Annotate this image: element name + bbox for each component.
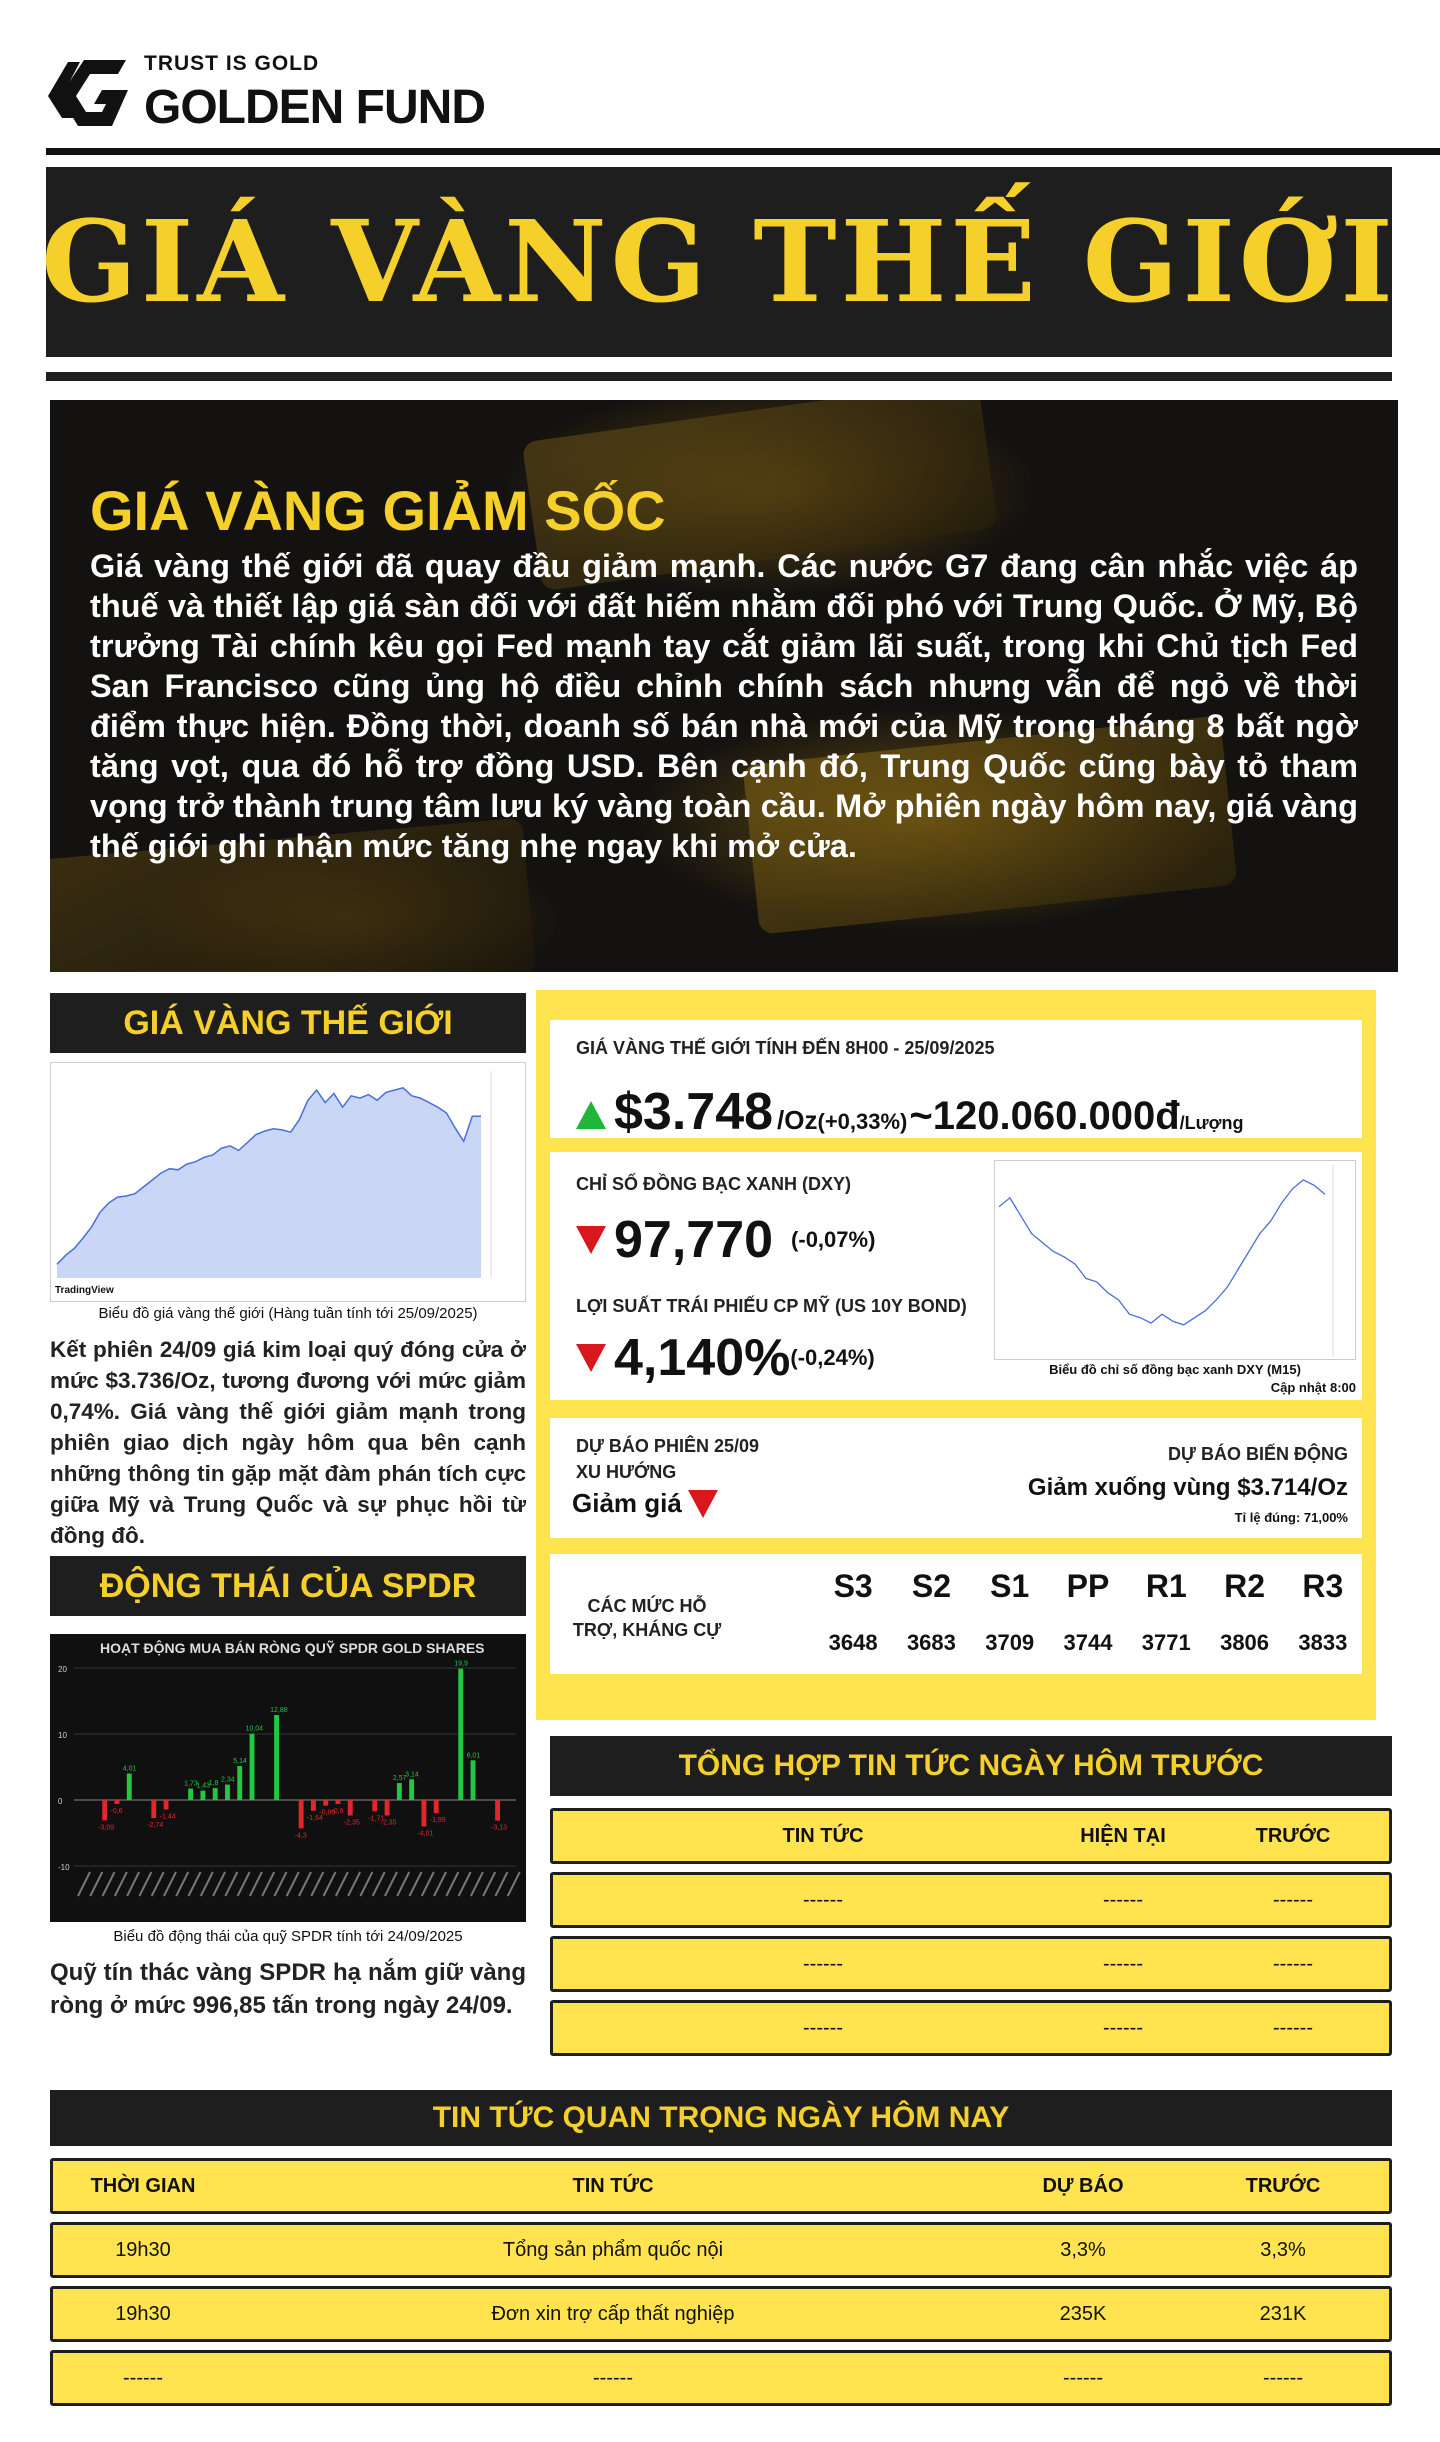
spdr-date-tick <box>164 1872 176 1896</box>
yesterday-cell: ------ <box>1103 1888 1143 1911</box>
level-value-s2: 3683 <box>906 1630 956 1655</box>
yesterday-column-header: TIN TỨC <box>782 1824 864 1847</box>
today-cell: 231K <box>1259 2302 1307 2325</box>
today-news-heading: TIN TỨC QUAN TRỌNG NGÀY HÔM NAY <box>50 2090 1392 2146</box>
spdr-data-label: 4,01 <box>122 1765 137 1773</box>
yesterday-column-header: HIỆN TẠI <box>1080 1824 1166 1847</box>
spdr-data-label: -0,6 <box>331 1807 344 1815</box>
spdr-bar <box>188 1789 193 1800</box>
trend-value: Giảm giá <box>572 1488 682 1518</box>
spdr-date-tick <box>78 1872 90 1896</box>
spdr-date-tick <box>385 1872 397 1896</box>
spdr-data-label: -1,64 <box>306 1814 323 1822</box>
spdr-tick-label: 20 <box>58 1665 67 1674</box>
today-cell: 3,3% <box>1060 2238 1106 2261</box>
spdr-date-tick <box>274 1872 286 1896</box>
spdr-date-tick <box>176 1872 188 1896</box>
today-cell: ------ <box>1063 2366 1103 2389</box>
spdr-date-tick <box>446 1872 458 1896</box>
gold-chart-caption: Biểu đồ giá vàng thế giới (Hàng tuần tính tới 25/09/2025) <box>98 1305 478 1322</box>
yesterday-row <box>550 2000 1392 2056</box>
dxy-change: (-0,07%) <box>791 1227 876 1252</box>
spdr-date-tick <box>360 1872 372 1896</box>
spdr-date-tick <box>115 1872 127 1896</box>
today-cell: 19h30 <box>115 2238 171 2261</box>
tradingview-label: TradingView <box>55 1285 114 1296</box>
hero-title: GIÁ VÀNG GIẢM SỐC <box>90 479 666 542</box>
spdr-bar-chart <box>50 1634 526 1922</box>
spdr-data-label: 5,14 <box>233 1758 247 1766</box>
vnd-price-unit: /Lượng <box>1179 1113 1244 1133</box>
today-cell: Tổng sản phẩm quốc nội <box>502 2238 724 2261</box>
spdr-date-tick <box>373 1872 385 1896</box>
spdr-bar <box>127 1774 132 1800</box>
dxy-updated-time: Cập nhật 8:00 <box>1270 1380 1356 1395</box>
level-value-r2: 3806 <box>1220 1630 1270 1655</box>
price-label: GIÁ VÀNG THẾ GIỚI TÍNH ĐẾN 8H00 - 25/09/2025 <box>576 1038 995 1058</box>
today-cell: 235K <box>1059 2302 1107 2325</box>
levels-grid <box>814 1564 1362 1664</box>
yesterday-cell: ------ <box>803 1888 843 1911</box>
vnd-price-value: 120.060.000đ <box>932 1094 1180 1138</box>
today-column-header: THỜI GIAN <box>90 2174 196 2197</box>
gold-price-area <box>57 1088 481 1278</box>
yesterday-cell: ------ <box>1103 2016 1143 2039</box>
title-divider <box>46 372 1392 381</box>
approx-sign: ~ <box>909 1094 933 1138</box>
spdr-date-tick <box>201 1872 213 1896</box>
spdr-data-label: 2,57 <box>392 1775 407 1783</box>
spdr-data-label: 19,9 <box>454 1660 468 1668</box>
bond-change: (-0,24%) <box>790 1345 875 1370</box>
level-name-s2: S2 <box>911 1568 951 1604</box>
spdr-data-label: -0,86 <box>319 1809 336 1817</box>
spdr-date-tick <box>299 1872 311 1896</box>
down-arrow-icon <box>576 1344 606 1372</box>
spdr-summary-text: Quỹ tín thác vàng SPDR hạ nắm giữ vàng ròng ở mức 996,85 tấn trong ngày 24/09. <box>50 1959 526 2019</box>
spdr-data-label: -1,44 <box>159 1813 176 1821</box>
spdr-data-label: -2,35 <box>343 1819 360 1827</box>
spdr-date-tick <box>348 1872 360 1896</box>
spdr-bar <box>200 1791 205 1800</box>
spdr-bar <box>102 1800 107 1820</box>
spdr-bar <box>471 1760 476 1800</box>
price-row <box>576 1082 1243 1142</box>
range-value: Giảm xuống vùng $3.714/Oz <box>1027 1474 1348 1501</box>
spdr-date-tick <box>152 1872 164 1896</box>
level-name-r2: R2 <box>1224 1568 1266 1604</box>
spdr-bar <box>336 1800 341 1804</box>
today-cell: 19h30 <box>115 2302 171 2325</box>
brand-tagline: TRUST IS GOLD <box>144 52 320 75</box>
today-cell: ------ <box>593 2366 633 2389</box>
level-name-r3: R3 <box>1302 1568 1344 1604</box>
dxy-label: CHỈ SỐ ĐỒNG BẠC XANH (DXY) <box>576 1174 852 1194</box>
yesterday-row <box>550 1872 1392 1928</box>
spdr-data-label: 12,88 <box>270 1706 288 1714</box>
spdr-bar <box>458 1669 463 1800</box>
spdr-date-tick <box>287 1872 299 1896</box>
today-row <box>50 2222 1392 2278</box>
spdr-data-label: 10,04 <box>245 1725 264 1733</box>
spdr-date-tick <box>471 1872 483 1896</box>
spdr-bar <box>225 1785 230 1800</box>
spdr-data-label: -3,09 <box>98 1824 115 1832</box>
trend-label: XU HƯỚNG <box>576 1462 677 1482</box>
yesterday-cell: ------ <box>803 2016 843 2039</box>
spdr-date-tick <box>336 1872 348 1896</box>
level-value-pp: 3744 <box>1063 1630 1113 1655</box>
spdr-bar <box>237 1766 242 1800</box>
yesterday-column-header: TRƯỚC <box>1255 1824 1331 1847</box>
spdr-bar <box>115 1800 120 1804</box>
spdr-date-tick <box>483 1872 495 1896</box>
spdr-chart-caption: Biểu đồ động thái của quỹ SPDR tính tới 24/09/2025 <box>113 1928 463 1945</box>
yesterday-news-heading: TỔNG HỢP TIN TỨC NGÀY HÔM TRƯỚC <box>550 1736 1392 1796</box>
spdr-date-tick <box>422 1872 434 1896</box>
spdr-bar <box>164 1800 169 1810</box>
spdr-bar <box>409 1779 414 1800</box>
gold-price-chart <box>50 1062 526 1302</box>
range-label: DỰ BÁO BIẾN ĐỘNG <box>1168 1444 1348 1464</box>
header-divider <box>46 148 1440 155</box>
today-header-row <box>50 2158 1392 2214</box>
spdr-data-label: 1,43 <box>196 1782 211 1790</box>
level-value-s1: 3709 <box>985 1630 1035 1655</box>
hero-body: Giá vàng thế giới đã quay đầu giảm mạnh. Các nước G7 đang cân nhắc việc áp thuế và thiết lập giá sàn đối với đất hiếm nhằm đối phó với Trung Quốc. Ở Mỹ, Bộ trưởng Tài chính kêu gọi Fed mạnh tay cắt giảm lãi suất, trong khi Chủ tịch Fed San Francisco cũng ủng hộ điều chỉnh chính sách nhưng vẫn để ngỏ về thời điểm thực hiện. Đồng thời, doanh số bán nhà mới của Mỹ trong tháng 8 bất ngờ tăng vọt, qua đó hỗ trợ đồng USD. Bên cạnh đó, Trung Quốc cũng bày tỏ tham vọng trở thành trung tâm lưu ký vàng toàn cầu. Mở phiên ngày hôm nay, giá vàng thế giới ghi nhận mức tăng nhẹ ngay khi mở cửa. <box>90 548 1358 864</box>
spdr-tick-label: 10 <box>58 1731 67 1740</box>
spdr-data-label: -4,01 <box>417 1830 434 1838</box>
spdr-date-tick <box>250 1872 262 1896</box>
page-title: GIÁ VÀNG THẾ GIỚI <box>41 196 1397 328</box>
today-cell: ------ <box>123 2366 163 2389</box>
spdr-bar <box>213 1788 218 1800</box>
spdr-date-tick <box>324 1872 336 1896</box>
spdr-bar <box>397 1783 402 1800</box>
today-cell: Đơn xin trợ cấp thất nghiệp <box>491 2302 735 2325</box>
spdr-date-tick <box>262 1872 274 1896</box>
spdr-date-tick <box>213 1872 225 1896</box>
spdr-bar <box>495 1800 500 1821</box>
spdr-date-tick <box>311 1872 323 1896</box>
spdr-date-tick <box>127 1872 139 1896</box>
dxy-line <box>999 1180 1325 1325</box>
today-row <box>50 2286 1392 2342</box>
level-name-r1: R1 <box>1145 1568 1187 1604</box>
today-column-header: TRƯỚC <box>1245 2174 1321 2197</box>
up-arrow-icon <box>576 1101 606 1129</box>
page-title-banner <box>41 167 1397 357</box>
yesterday-row <box>550 1936 1392 1992</box>
spdr-date-tick <box>434 1872 446 1896</box>
spdr-bar <box>372 1800 377 1811</box>
spdr-data-label: -1,99 <box>429 1817 446 1825</box>
dxy-card <box>550 1152 1362 1400</box>
spdr-bar <box>421 1800 426 1826</box>
yesterday-cell: ------ <box>803 1952 843 1975</box>
spdr-tick-label: 0 <box>58 1797 63 1806</box>
spdr-data-label: -2,74 <box>147 1822 164 1830</box>
spdr-data-label: -3,13 <box>491 1824 508 1832</box>
spdr-bar <box>299 1800 304 1828</box>
yesterday-cell: ------ <box>1273 1952 1313 1975</box>
gold-summary-text: Kết phiên 24/09 giá kim loại quý đóng cửa ở mức $3.736/Oz, tương đương với mức giảm 0,74%. Giá vàng thế giới giảm mạnh trong phiên giao dịch ngày hôm qua bên cạnh những thông tin gặp mặt đàm phán tích cực giữa Mỹ và Trung Quốc và sự phục hồi từ đồng đô. <box>50 1337 526 1548</box>
level-value-r1: 3771 <box>1141 1630 1191 1655</box>
today-row <box>50 2350 1392 2406</box>
dxy-row <box>576 1210 875 1270</box>
gold-price-change: (+0,33%) <box>817 1109 908 1134</box>
spdr-bar <box>385 1800 390 1816</box>
spdr-data-label: 2,34 <box>221 1776 235 1784</box>
bond-value: 4,140% <box>614 1329 791 1387</box>
gold-price-heading: GIÁ VÀNG THẾ GIỚI <box>50 993 526 1053</box>
spdr-date-tick <box>238 1872 250 1896</box>
spdr-data-label: -1,71 <box>368 1815 385 1823</box>
spdr-date-tick <box>495 1872 507 1896</box>
spdr-data-label: -0,6 <box>110 1807 123 1815</box>
level-name-s1: S1 <box>990 1568 1030 1604</box>
spdr-bar <box>311 1800 316 1811</box>
spdr-date-tick <box>189 1872 201 1896</box>
today-cell: 3,3% <box>1260 2238 1306 2261</box>
spdr-bar <box>434 1800 439 1813</box>
spdr-data-label: 1,73 <box>184 1780 198 1788</box>
spdr-bar <box>151 1800 156 1818</box>
dxy-chart-caption: Biểu đồ chỉ số đồng bạc xanh DXY (M15) <box>1049 1362 1301 1377</box>
spdr-bar <box>323 1800 328 1806</box>
spdr-date-tick <box>459 1872 471 1896</box>
spdr-date-tick <box>397 1872 409 1896</box>
spdr-chart-title: HOẠT ĐỘNG MUA BÁN RÒNG QUỸ SPDR GOLD SHARES <box>100 1640 485 1656</box>
level-value-s3: 3648 <box>828 1630 878 1655</box>
gold-price-unit: /Oz <box>777 1105 818 1135</box>
spdr-bar <box>274 1715 279 1800</box>
spdr-date-tick <box>410 1872 422 1896</box>
spdr-data-label: -2,35 <box>380 1819 397 1827</box>
level-name-s3: S3 <box>833 1568 873 1604</box>
golden-fund-logo-icon <box>46 56 132 130</box>
spdr-date-tick <box>139 1872 151 1896</box>
yesterday-header-row <box>550 1808 1392 1864</box>
level-name-pp: PP <box>1066 1568 1110 1604</box>
today-column-header: DỰ BÁO <box>1042 2174 1124 2197</box>
down-arrow-icon <box>688 1490 718 1518</box>
brand-name: GOLDEN FUND <box>144 81 485 134</box>
spdr-data-label: -4,3 <box>294 1832 307 1840</box>
dxy-chart <box>994 1160 1356 1360</box>
trend-row <box>572 1488 718 1519</box>
spdr-date-tick <box>90 1872 102 1896</box>
bond-label: LỢI SUẤT TRÁI PHIẾU CP MỸ (US 10Y BOND) <box>576 1296 967 1316</box>
hero-section <box>50 400 1398 972</box>
forecast-card <box>550 1418 1362 1538</box>
bond-row <box>576 1328 875 1388</box>
yesterday-cell: ------ <box>1103 1952 1143 1975</box>
spdr-date-tick <box>508 1872 520 1896</box>
market-panel <box>536 990 1376 1720</box>
spdr-data-label: 6,01 <box>466 1752 481 1760</box>
spdr-date-tick <box>225 1872 237 1896</box>
levels-label: CÁC MỨC HỖ TRỢ, KHÁNG CỰ <box>572 1596 722 1640</box>
spdr-tick-label: -10 <box>58 1863 70 1872</box>
spdr-date-tick <box>103 1872 115 1896</box>
dxy-value: 97,770 <box>614 1211 774 1269</box>
gold-price-value: $3.748 <box>614 1083 774 1141</box>
yesterday-cell: ------ <box>1273 2016 1313 2039</box>
today-cell: ------ <box>1263 2366 1303 2389</box>
spdr-bar <box>250 1734 255 1800</box>
forecast-session-label: DỰ BÁO PHIÊN 25/09 <box>576 1436 759 1456</box>
spdr-data-label: 3,14 <box>405 1771 419 1779</box>
spdr-heading: ĐỘNG THÁI CỦA SPDR <box>50 1556 526 1616</box>
down-arrow-icon <box>576 1226 606 1254</box>
spdr-bar <box>348 1800 353 1816</box>
levels-card <box>550 1554 1362 1674</box>
yesterday-cell: ------ <box>1273 1888 1313 1911</box>
accuracy-rate: Tỉ lệ đúng: 71,00% <box>1234 1510 1348 1525</box>
today-column-header: TIN TỨC <box>572 2174 654 2197</box>
level-value-r3: 3833 <box>1298 1630 1348 1655</box>
gold-price-card <box>550 1020 1362 1141</box>
spdr-data-label: 1,8 <box>208 1780 219 1788</box>
